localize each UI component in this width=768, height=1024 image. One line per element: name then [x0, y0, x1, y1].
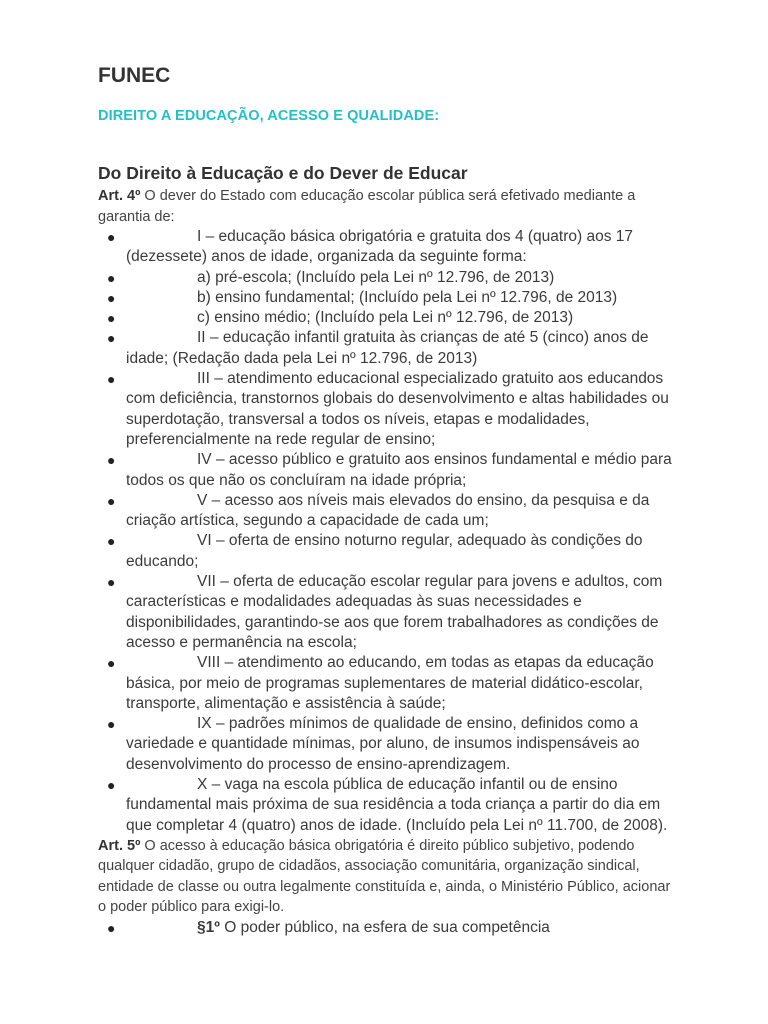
document-subtitle: DIREITO A EDUCAÇÃO, ACESSO E QUALIDADE: [98, 108, 440, 124]
list-item: ● IV – acesso público e gratuito aos ensinos fundamental e médio para todos os que não os concluíram na idade própria; [107, 451, 672, 489]
bullet-icon: ● [107, 452, 116, 469]
list-item: ● III – atendimento educacional especializado gratuito aos educandos com deficiência, transtornos globais do desenvolvimento e altas habilidades ou superdotação, transversal a todos os níveis, etapas e modalidades, preferencialmente na rede regular de ensino; [107, 370, 669, 448]
article-4-label: Art. 4º [98, 188, 141, 204]
paragraph-1-text: O poder público, na esfera de sua competência [219, 918, 550, 936]
article-5 [98, 836, 673, 918]
bullet-icon: ● [107, 229, 116, 245]
list-item: ● IX – padrões mínimos de qualidade de ensino, definidos como a variedade e quantidade mínimas, por aluno, de insumos indispensáveis ao desenvolvimento do processo de ensino-aprendizagem. [107, 715, 640, 773]
document-title: FUNEC [98, 64, 171, 87]
list-item: ● V – acesso aos níveis mais elevados do ensino, da pesquisa e da criação artística, segundo a capacidade de cada um; [107, 491, 650, 530]
list-item: ● I – educação básica obrigatória e gratuita dos 4 (quatro) aos 17 (dezessete) anos de idade, organizada da seguinte forma: [107, 228, 633, 266]
list-item [98, 918, 673, 938]
article-5-text: O acesso à educação básica obrigatória é direito público subjetivo, podendo qualquer cidadão, grupo de cidadãos, associação comunitária, organização sindical, entidade de classe ou outra legalmente constituída e, ainda, o Ministério Público, acionar o poder público para exigi-lo. [98, 837, 671, 916]
article-5-list [98, 918, 673, 938]
list-item: ● II – educação infantil gratuita às crianças de até 5 (cinco) anos de idade; (Redação dada pela Lei nº 12.796, de 2013) [107, 329, 649, 367]
article-4 [98, 186, 673, 227]
bullet-icon: ● [107, 492, 116, 509]
bullet-icon: ● [107, 716, 116, 733]
bullet-icon: ● [107, 655, 116, 672]
list-item: ● a) pré-escola; (Incluído pela Lei nº 12.796, de 2013) [98, 268, 673, 288]
bullet-icon: ● [107, 371, 116, 388]
list-item: ● VI – oferta de ensino noturno regular, adequado às condições do educando; [107, 532, 643, 570]
bullet-icon: ● [107, 269, 116, 286]
article-5-label: Art. 5º [98, 837, 141, 854]
bullet-icon: ● [107, 574, 116, 591]
article-4-text: O dever do Estado com educação escolar pública será efetivado mediante a garantia de: [98, 188, 636, 225]
list-item: ● c) ensino médio; (Incluído pela Lei nº 12.796, de 2013) [98, 308, 673, 328]
bullet-icon: ● [107, 330, 116, 347]
bullet-icon: ● [107, 919, 116, 936]
list-item: ● VII – oferta de educação escolar regular para jovens e adultos, com características e modalidades adequadas às suas necessidades e disponibilidades, garantindo-se aos que forem trabalhadores as condições de acesso e permanência na escola; [107, 573, 663, 651]
paragraph-1-label: §1º [197, 918, 220, 936]
bullet-icon: ● [107, 310, 116, 327]
section-heading: Do Direito à Educação e do Dever de Educar [98, 163, 468, 183]
bullet-icon: ● [107, 777, 116, 794]
bullet-icon: ● [107, 289, 116, 306]
bullet-icon: ● [107, 533, 116, 550]
article-4-list [98, 227, 673, 836]
list-item: ● X – vaga na escola pública de educação infantil ou de ensino fundamental mais próxima de sua residência a toda criança a partir do dia em que completar 4 (quatro) anos de idade. (Incluído pela Lei nº 11.700, de 2008). [107, 776, 668, 834]
list-item: ● b) ensino fundamental; (Incluído pela Lei nº 12.796, de 2013) [98, 288, 673, 308]
document-body [98, 186, 673, 938]
list-item: ● VIII – atendimento ao educando, em todas as etapas da educação básica, por meio de programas suplementares de material didático-escolar, transporte, alimentação e assistência à saúde; [107, 654, 654, 712]
